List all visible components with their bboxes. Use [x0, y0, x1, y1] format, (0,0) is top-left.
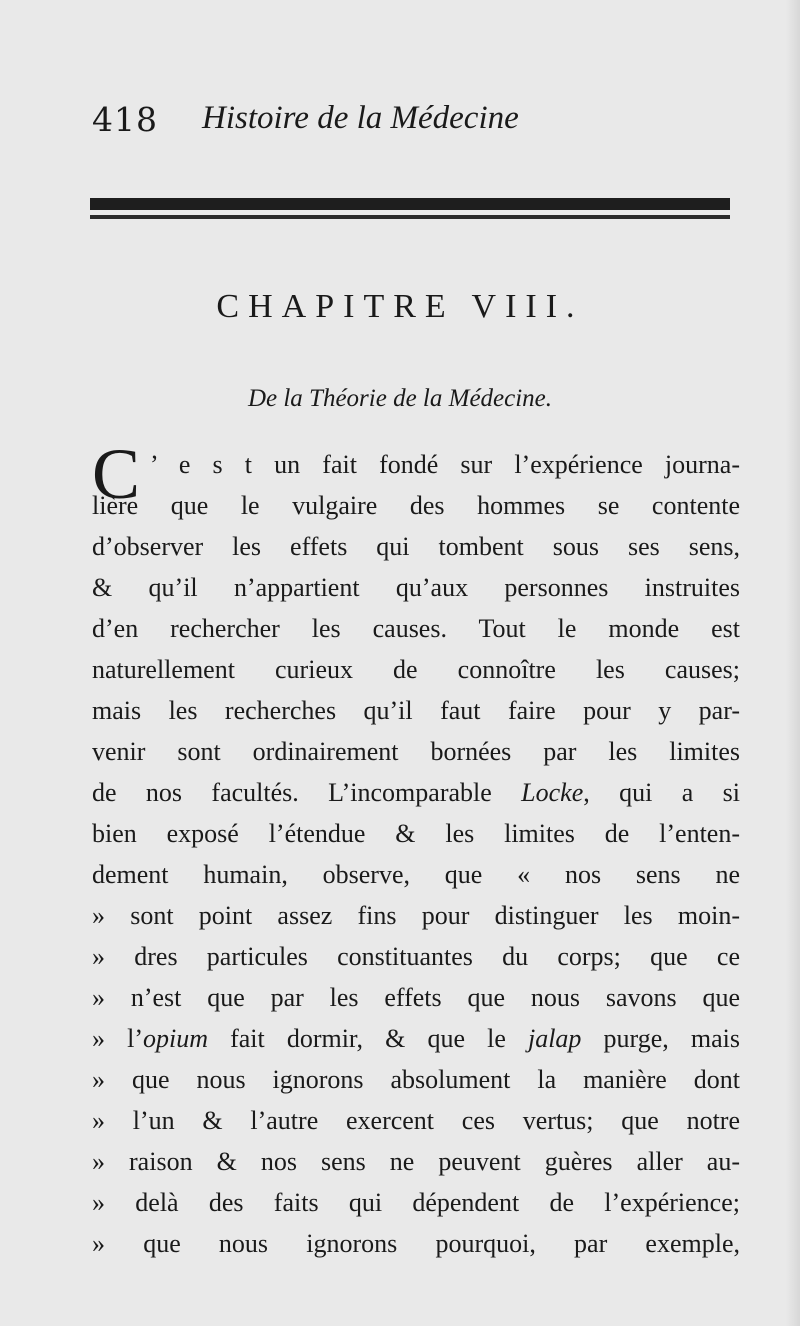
text-segment: mais les recherches qu’il faut faire pour y par-	[92, 696, 740, 725]
text-segment: d’observer les effets qui tombent sous ses sens,	[92, 532, 740, 561]
text-line	[92, 1141, 740, 1182]
text-segment: » sont point assez fins pour distinguer les moin-	[92, 901, 740, 930]
text-segment: purge, mais	[581, 1024, 740, 1053]
text-segment: venir sont ordinairement bornées par les limites	[92, 737, 740, 766]
text-segment: » l’un & l’autre exercent ces vertus; que notre	[92, 1106, 740, 1135]
text-segment: » delà des faits qui dépendent de l’expérience;	[92, 1188, 740, 1217]
italic-term: jalap	[527, 1024, 582, 1053]
running-head	[92, 100, 732, 150]
text-line	[92, 936, 740, 977]
italic-term: Locke	[521, 778, 584, 807]
text-line	[92, 1100, 740, 1141]
text-segment: » l’	[92, 1024, 143, 1053]
text-line	[92, 731, 740, 772]
chapter-title: CHAPITRE VIII.	[216, 288, 584, 325]
thick-rule	[90, 198, 730, 210]
chapter-subtitle: De la Théorie de la Médecine.	[247, 385, 553, 412]
text-segment: » raison & nos sens ne peuvent guères aller au-	[92, 1147, 740, 1176]
page-number: 418	[92, 100, 158, 139]
double-rule-divider	[90, 198, 730, 224]
italic-term: opium	[142, 1024, 208, 1053]
text-line	[92, 690, 740, 731]
text-segment: » que nous ignorons pourquoi, par exemple,	[92, 1229, 740, 1258]
text-line	[92, 1018, 740, 1059]
first-line-text	[150, 444, 740, 485]
text-line	[92, 1059, 740, 1100]
text-line	[92, 567, 740, 608]
text-line	[92, 1182, 740, 1223]
text-line	[92, 608, 740, 649]
text-segment: d’en rechercher les causes. Tout le monde est	[92, 614, 740, 643]
running-title: Histoire de la Médecine	[202, 100, 519, 136]
thin-rule	[90, 215, 730, 219]
text-segment: ’ e s t un fait fondé sur l’expérience journa-	[150, 450, 740, 479]
text-line	[92, 813, 740, 854]
text-segment: dement humain, observe, que « nos sens ne	[92, 860, 740, 889]
text-segment: & qu’il n’appartient qu’aux personnes instruites	[92, 573, 740, 602]
text-segment: bien exposé l’étendue & les limites de l’enten-	[92, 819, 740, 848]
text-segment: » que nous ignorons absolument la manière dont	[92, 1065, 740, 1094]
text-line	[92, 854, 740, 895]
text-line	[92, 895, 740, 936]
text-line	[92, 1223, 740, 1264]
body-text	[92, 434, 740, 1264]
text-segment: naturellement curieux de connoître les causes;	[92, 655, 740, 684]
text-segment: fait dormir, & que le	[207, 1024, 528, 1053]
text-segment: » n’est que par les effets que nous savons que	[92, 983, 740, 1012]
text-line	[92, 526, 740, 567]
text-segment: de nos facultés. L’incomparable	[92, 778, 522, 807]
text-segment: » dres particules constituantes du corps; que ce	[92, 942, 740, 971]
text-segment: lière que le vulgaire des hommes se contente	[92, 491, 740, 520]
text-line	[92, 977, 740, 1018]
text-line	[92, 485, 740, 526]
text-segment: , qui a si	[583, 778, 740, 807]
text-line	[92, 649, 740, 690]
drop-cap: C	[92, 434, 141, 514]
text-line	[92, 772, 740, 813]
